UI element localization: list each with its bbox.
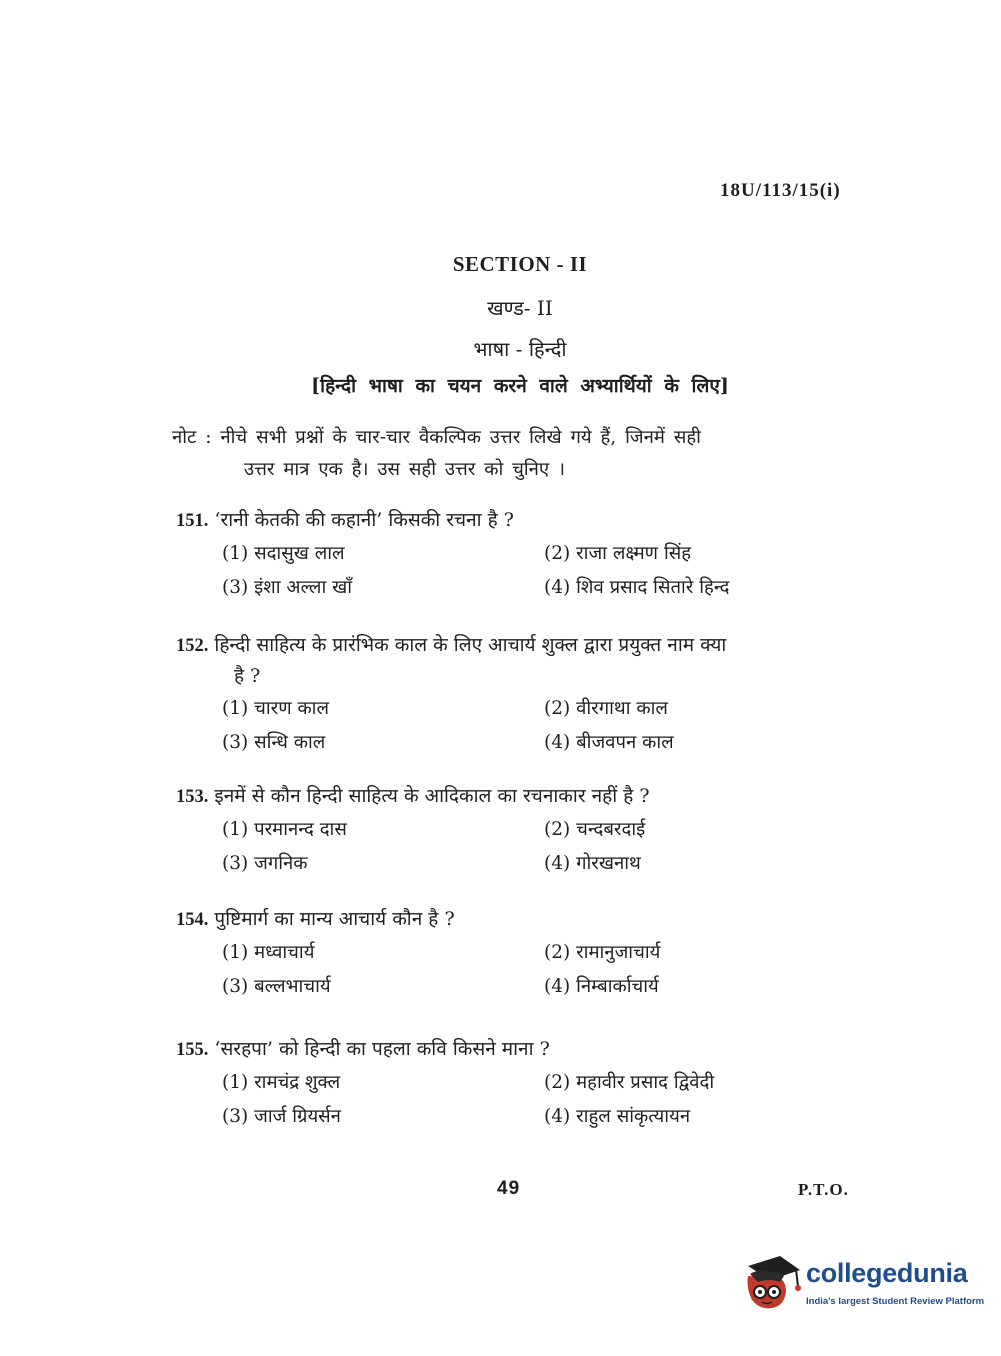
option-1[interactable]: (1) सदासुख लाल xyxy=(222,543,345,564)
question-number: 155. xyxy=(176,1040,209,1060)
option-3[interactable]: (3) जगनिक xyxy=(222,853,308,874)
student-mascot-icon xyxy=(740,1252,802,1318)
question-text: इनमें से कौन हिन्दी साहित्य के आदिकाल का रचनाकार नहीं है ? xyxy=(214,785,650,807)
instruction-note xyxy=(172,422,872,486)
option-1[interactable]: (1) चारण काल xyxy=(222,698,329,719)
khand-title: खण्ड- II xyxy=(487,296,553,320)
brand-tagline: India's largest Student Review Platform xyxy=(806,1296,985,1307)
question-number: 154. xyxy=(176,910,209,930)
question-text: ‘सरहपा’ को हिन्दी का पहला कवि किसने माना ? xyxy=(214,1038,550,1060)
question-154 xyxy=(176,904,866,1001)
question-text: हिन्दी साहित्य के प्रारंभिक काल के लिए आचार्य शुक्ल द्वारा प्रयुक्त नाम क्या xyxy=(214,634,727,656)
option-2[interactable]: (2) चन्दबरदाई xyxy=(544,819,646,840)
option-4[interactable]: (4) शिव प्रसाद सितारे हिन्द xyxy=(544,577,730,598)
question-153 xyxy=(176,781,866,878)
question-text-cont: है ? xyxy=(234,665,261,687)
option-2[interactable]: (2) राजा लक्ष्मण सिंह xyxy=(544,543,692,564)
language-title: भाषा - हिन्दी xyxy=(473,337,567,361)
option-3[interactable]: (3) सन्धि काल xyxy=(222,732,326,753)
question-151 xyxy=(176,505,866,602)
question-number: 153. xyxy=(176,787,209,807)
option-3[interactable]: (3) जार्ज ग्रियर्सन xyxy=(222,1106,341,1127)
option-2[interactable]: (2) रामानुजाचार्य xyxy=(544,942,661,963)
question-152 xyxy=(176,630,866,757)
question-text: ‘रानी केतकी की कहानी’ किसकी रचना है ? xyxy=(214,509,514,531)
option-4[interactable]: (4) राहुल सांकृत्यायन xyxy=(544,1106,691,1127)
section-title: SECTION - II xyxy=(452,252,588,276)
question-number: 151. xyxy=(176,511,209,531)
candidates-note: [हिन्दी भाषा का चयन करने वाले अभ्यार्थियों के लिए] xyxy=(311,375,729,397)
question-text: पुष्टिमार्ग का मान्य आचार्य कौन है ? xyxy=(214,908,455,930)
pto-label: P.T.O. xyxy=(798,1180,849,1199)
page-number: 49 xyxy=(497,1178,521,1199)
paper-code: 18U/113/15(i) xyxy=(720,180,841,201)
brand-name: collegedunia xyxy=(806,1258,968,1288)
option-2[interactable]: (2) वीरगाथा काल xyxy=(544,698,668,719)
collegedunia-watermark xyxy=(740,1250,985,1320)
option-2[interactable]: (2) महावीर प्रसाद द्विवेदी xyxy=(544,1072,715,1093)
option-4[interactable]: (4) बीजवपन काल xyxy=(544,732,674,753)
option-1[interactable]: (1) रामचंद्र शुक्ल xyxy=(222,1072,341,1093)
option-1[interactable]: (1) परमानन्द दास xyxy=(222,819,347,840)
option-3[interactable]: (3) बल्लभाचार्य xyxy=(222,976,331,997)
option-1[interactable]: (1) मध्वाचार्य xyxy=(222,942,315,963)
option-3[interactable]: (3) इंशा अल्ला खाँ xyxy=(222,577,353,598)
option-4[interactable]: (4) निम्बार्काचार्य xyxy=(544,976,659,997)
option-4[interactable]: (4) गोरखनाथ xyxy=(544,853,641,874)
note-line-1: नोट : नीचे सभी प्रश्नों के चार-चार वैकल्पिक उत्तर लिखे गये हैं, जिनमें सही xyxy=(172,427,701,448)
question-155 xyxy=(176,1034,866,1131)
question-number: 152. xyxy=(176,636,209,656)
note-line-2: उत्तर मात्र एक है। उस सही उत्तर को चुनिए । xyxy=(244,459,566,480)
